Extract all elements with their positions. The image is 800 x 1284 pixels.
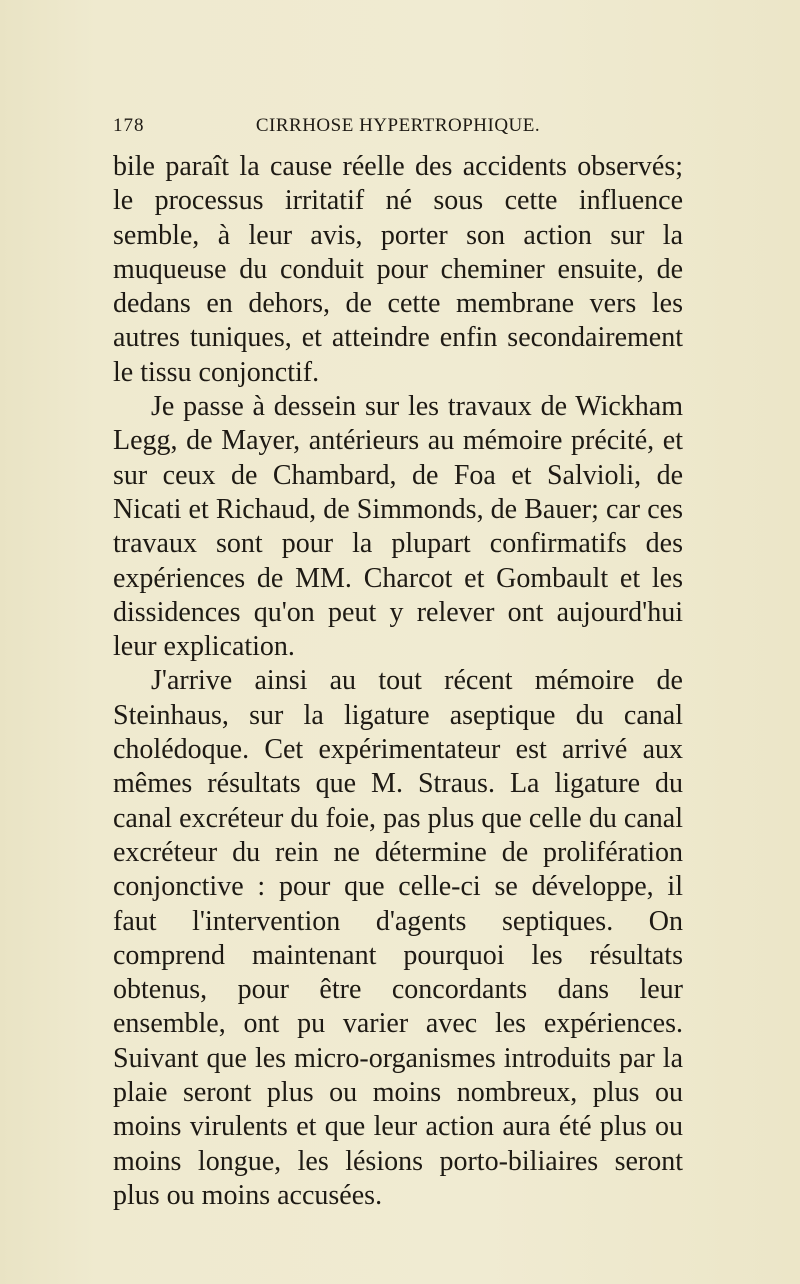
running-title: CIRRHOSE HYPERTROPHIQUE. [255, 115, 541, 136]
paragraph-1: bile paraît la cause réelle des accidents observés; le processus irritatif né sous cette influence semble, à leur avis, porter son action sur la muqueuse du conduit pour cheminer ensuite, de dedans en dehors, de cette membrane vers les autres tuniques, et atteindre enfin secondairement le tissu conjonctif. [113, 151, 683, 388]
paragraph-2: Je passe à dessein sur les travaux de Wickham Legg, de Mayer, antérieurs au mémoire précité, et sur ceux de Chambard, de Foa et Salvioli, de Nicati et Richaud, de Simmonds, de Bauer; car ces travaux sont pour la plupart confirmatifs des expériences de MM. Charcot et Gombault et les dissidences qu'on peut y relever ont aujourd'hui leur explication. [113, 391, 683, 663]
page-number: 178 [113, 115, 145, 136]
page-header [113, 115, 683, 145]
body-text [113, 150, 683, 1213]
paragraph-3: J'arrive ainsi au tout récent mémoire de Steinhaus, sur la ligature aseptique du canal cholédoque. Cet expérimentateur est arrivé aux mêmes résultats que M. Straus. La ligature du canal excréteur du foie, pas plus que celle du canal excréteur du rein ne détermine de prolifération conjonctive : pour que celle-ci se développe, il faut l'intervention d'agents septiques. On comprend maintenant pourquoi les résultats obtenus, pour être concordants dans leur ensemble, ont pu varier avec les expériences. Suivant que les micro-organismes introduits par la plaie seront plus ou moins nombreux, plus ou moins virulents et que leur action aura été plus ou moins longue, les lésions porto-biliaires seront plus ou moins accusées. [113, 665, 683, 1211]
